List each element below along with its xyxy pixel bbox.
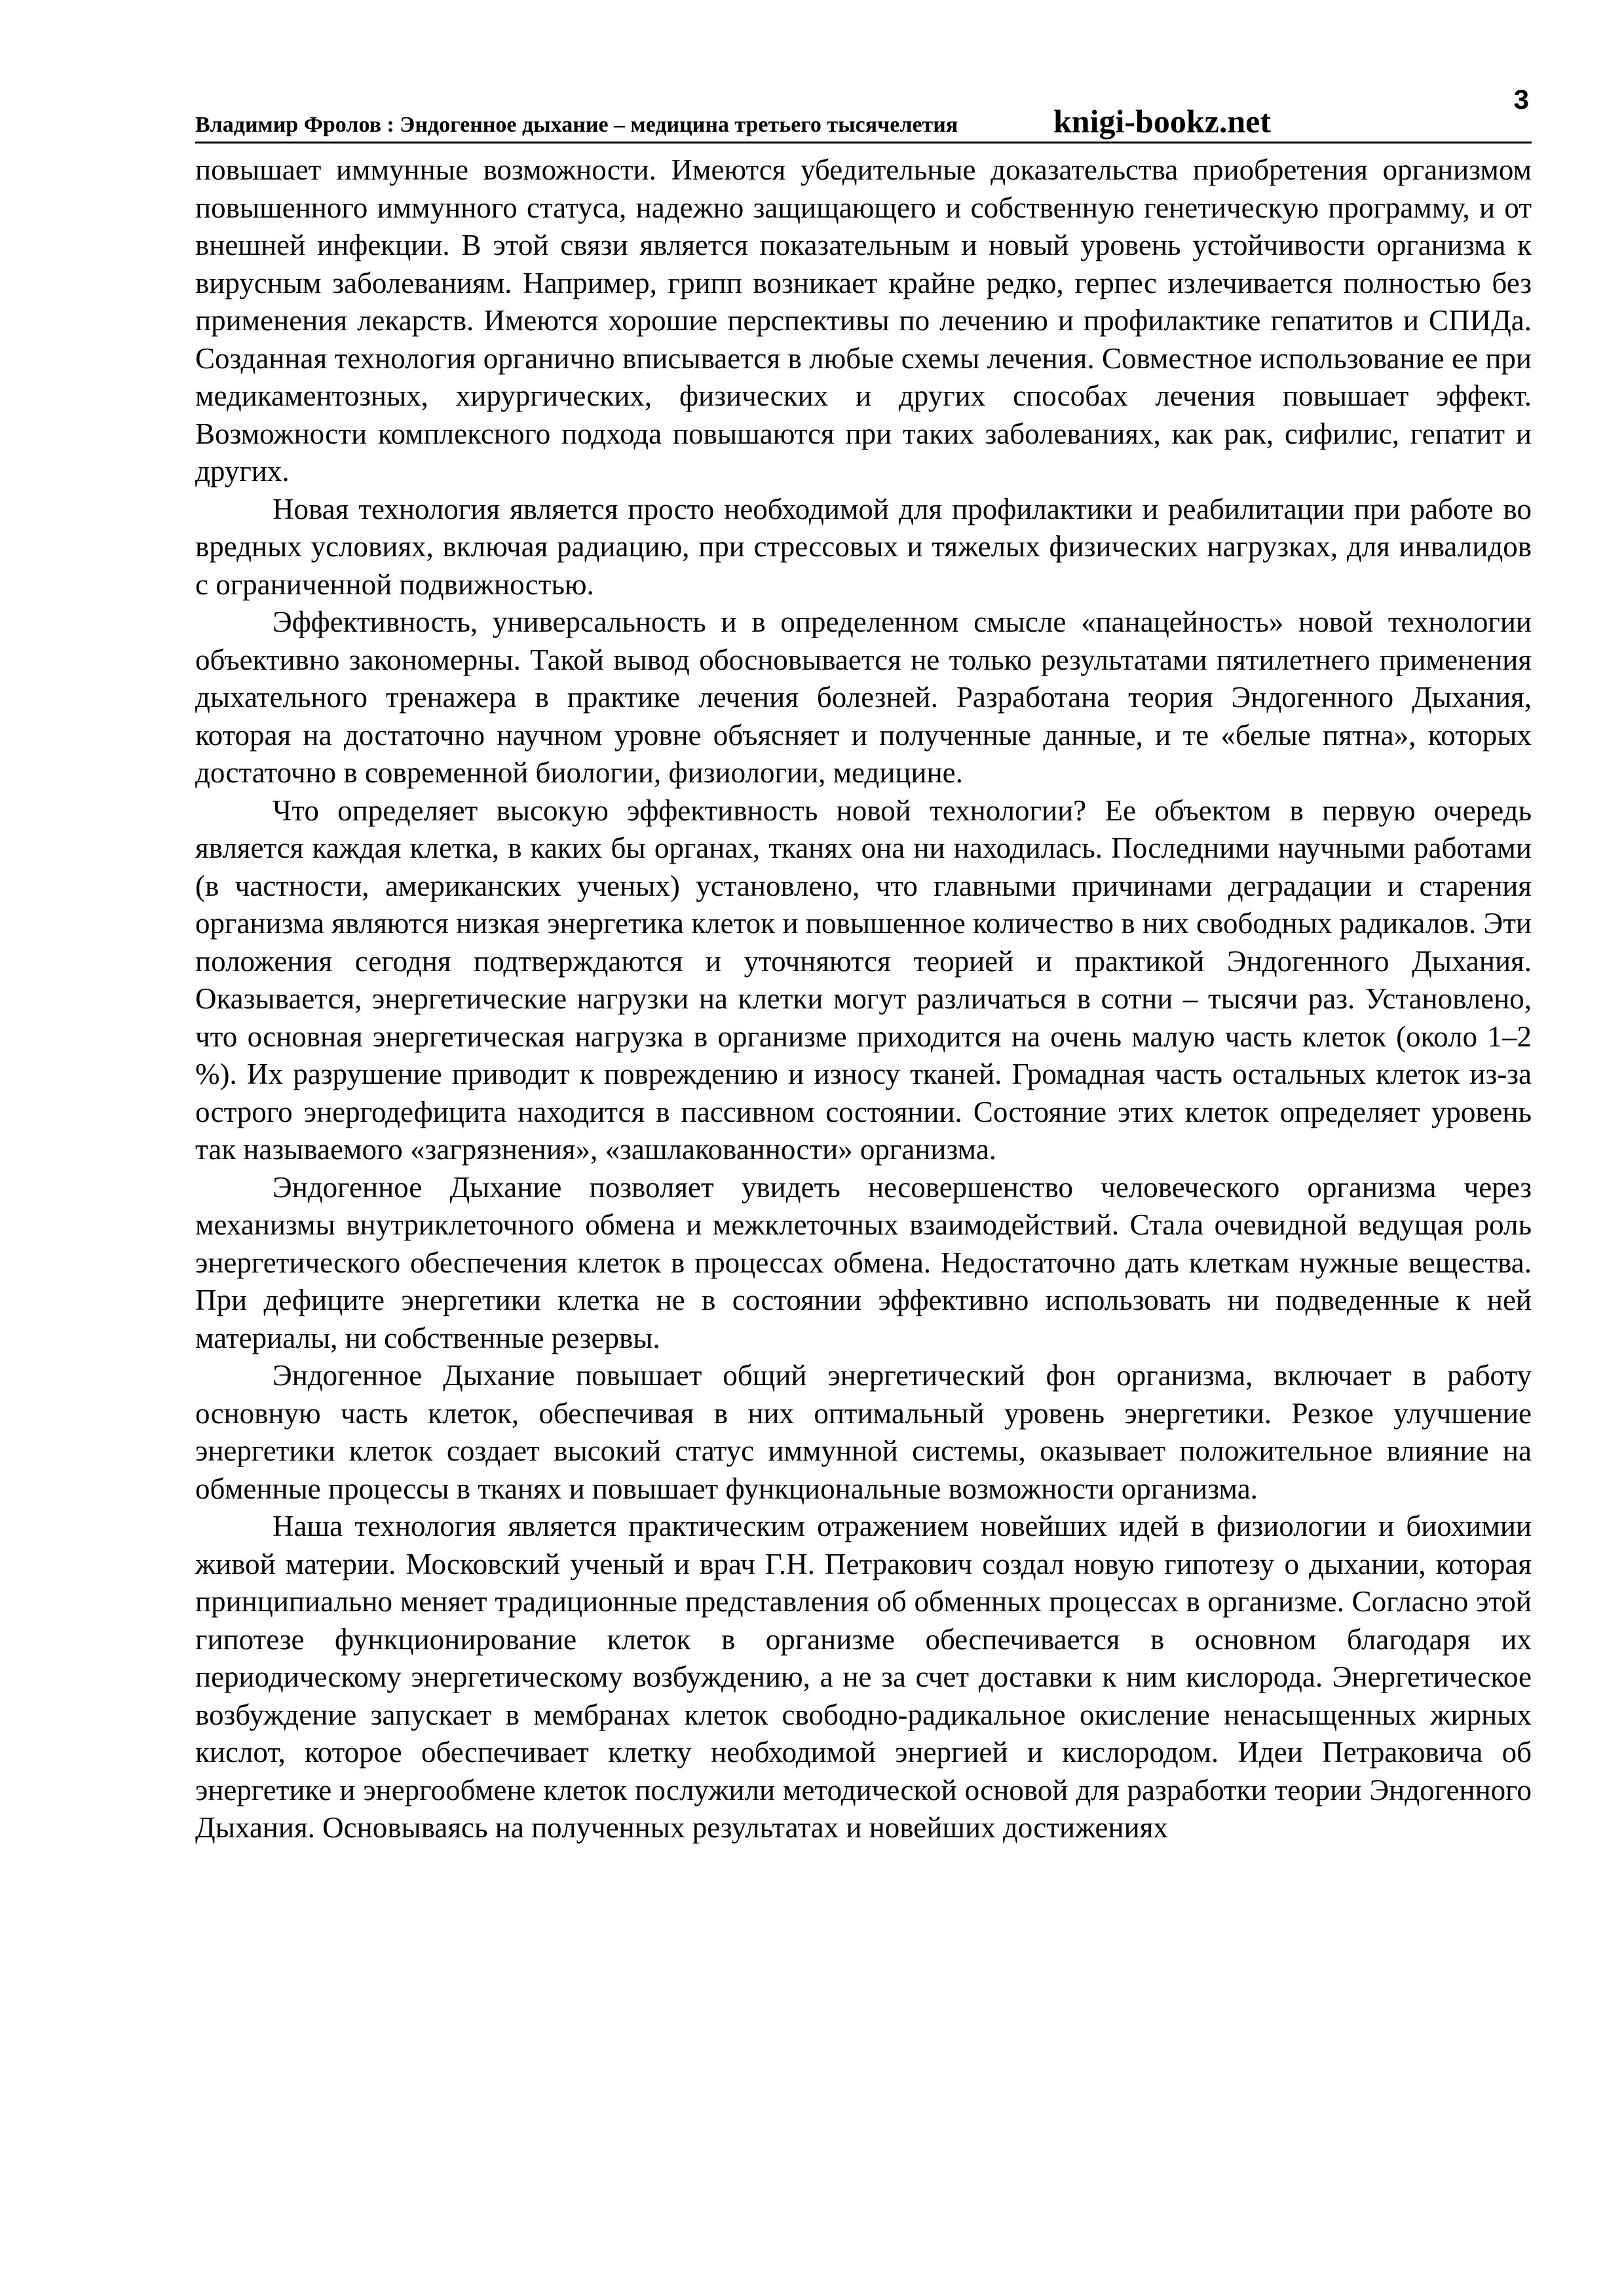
paragraph-energy-background: Эндогенное Дыхание повышает общий энергетический фон организма, включает в работу основную часть клеток, обеспечивая в них оптимальный уровень энергетики. Резкое улучшение энергетики клеток создает высокий статус иммунной системы, оказывает положительное влияние на обменные процессы в тканях и повышает функциональные возможности организма. [195,1359,1532,1505]
paragraph-effectiveness-universality: Эффективность, универсальность и в определенном смысле «панацейность» новой технологии объективно закономерны. Такой вывод обосновывается не только результатами пятилетнего применения дыхательного тренажера в практике лечения болезней. Разработана теория Эндогенного Дыхания, которая на достаточно научном уровне объясняет и полученные данные, и те «белые пятна», которых достаточно в современной биологии, физиологии, медицине. [195,605,1532,789]
paragraph-petrakovich-hypothesis: Наша технология является практическим отражением новейших идей в физиологии и биохимии живой материи. Московский ученый и врач Г.Н. Петракович создал новую гипотезу о дыхании, которая принципиально меняет традиционные представления об обменных процессах в организме. Согласно этой гипотезе функционирование клеток в организме обеспечивается в основном благодаря их периодическому энергетическому возбуждению, а не за счет доставки к ним кислорода. Энергетическое возбуждение запускает в мембранах клеток свободно-радикальное окисление ненасыщенных жирных кислот, которое обеспечивает клетку необходимой энергией и кислородом. Идеи Петраковича об энергетике и энергообмене клеток послужили методической основой для разработки теории Эндогенного Дыхания. Основываясь на полученных результатах и новейших достижениях [195,1510,1532,1844]
paragraph-imperfection-of-organism: Эндогенное Дыхание позволяет увидеть несовершенство человеческого организма через механизмы внутриклеточного обмена и межклеточных взаимодействий. Стала очевидной ведущая роль энергетического обеспечения клеток в процессах обмена. Недостаточно дать клеткам нужные вещества. При дефиците энергетики клетка не в состоянии эффективно использовать ни подведенные к ней материалы, ни собственные резервы. [195,1170,1532,1354]
running-header [195,84,1532,144]
paragraph-new-technology-prevention: Новая технология является просто необходимой для профилактики и реабилитации при работе во вредных условиях, включая радиацию, при стрессовых и тяжелых физических нагрузках, для инвалидов с ограниченной подвижностью. [195,492,1532,601]
page-body-text [195,151,1532,1847]
header-site-name: knigi-bookz.net [1053,103,1272,140]
paragraph-immune-continuation: повышает иммунные возможности. Имеются убедительные доказательства приобретения организмом повышенного иммунного статуса, надежно защищающего и собственную генетическую программу, и от внешней инфекции. В этой связи является показательным и новый уровень устойчивости организма к вирусным заболеваниям. Например, грипп возникает крайне редко, герпес излечивается полностью без применения лекарств. Имеются хорошие перспективы по лечению и профилактике гепатитов и СПИДа. Созданная технология органично вписывается в любые схемы лечения. Совместное использование ее при медикаментозных, хирургических, физических и других способах лечения повышает эффект. Возможности комплексного подхода повышаются при таких заболеваниях, как рак, сифилис, гепатит и других. [195,153,1532,488]
page-number: 3 [1513,84,1529,115]
paragraph-what-determines-effectiveness: Что определяет высокую эффективность новой технологии? Ее объектом в первую очередь является каждая клетка, в каких бы органах, тканях она ни находилась. Последними научными работами (в частности, американских ученых) установлено, что главными причинами деградации и старения организма являются низкая энергетика клеток и повышенное количество в них свободных радикалов. Эти положения сегодня подтверждаются и уточняются теорией и практикой Эндогенного Дыхания. Оказывается, энергетические нагрузки на клетки могут различаться в сотни – тысячи раз. Установлено, что основная энергетическая нагрузка в организме приходится на очень малую часть клеток (около 1–2 %). Их разрушение приводит к повреждению и износу тканей. Громадная часть остальных клеток из-за острого энергодефицита находится в пассивном состоянии. Состояние этих клеток определяет уровень так называемого «загрязнения», «зашлакованности» организма. [195,794,1532,1166]
header-author-title: Владимир Фролов : Эндогенное дыхание – медицина третьего тысячелетия [195,113,958,137]
